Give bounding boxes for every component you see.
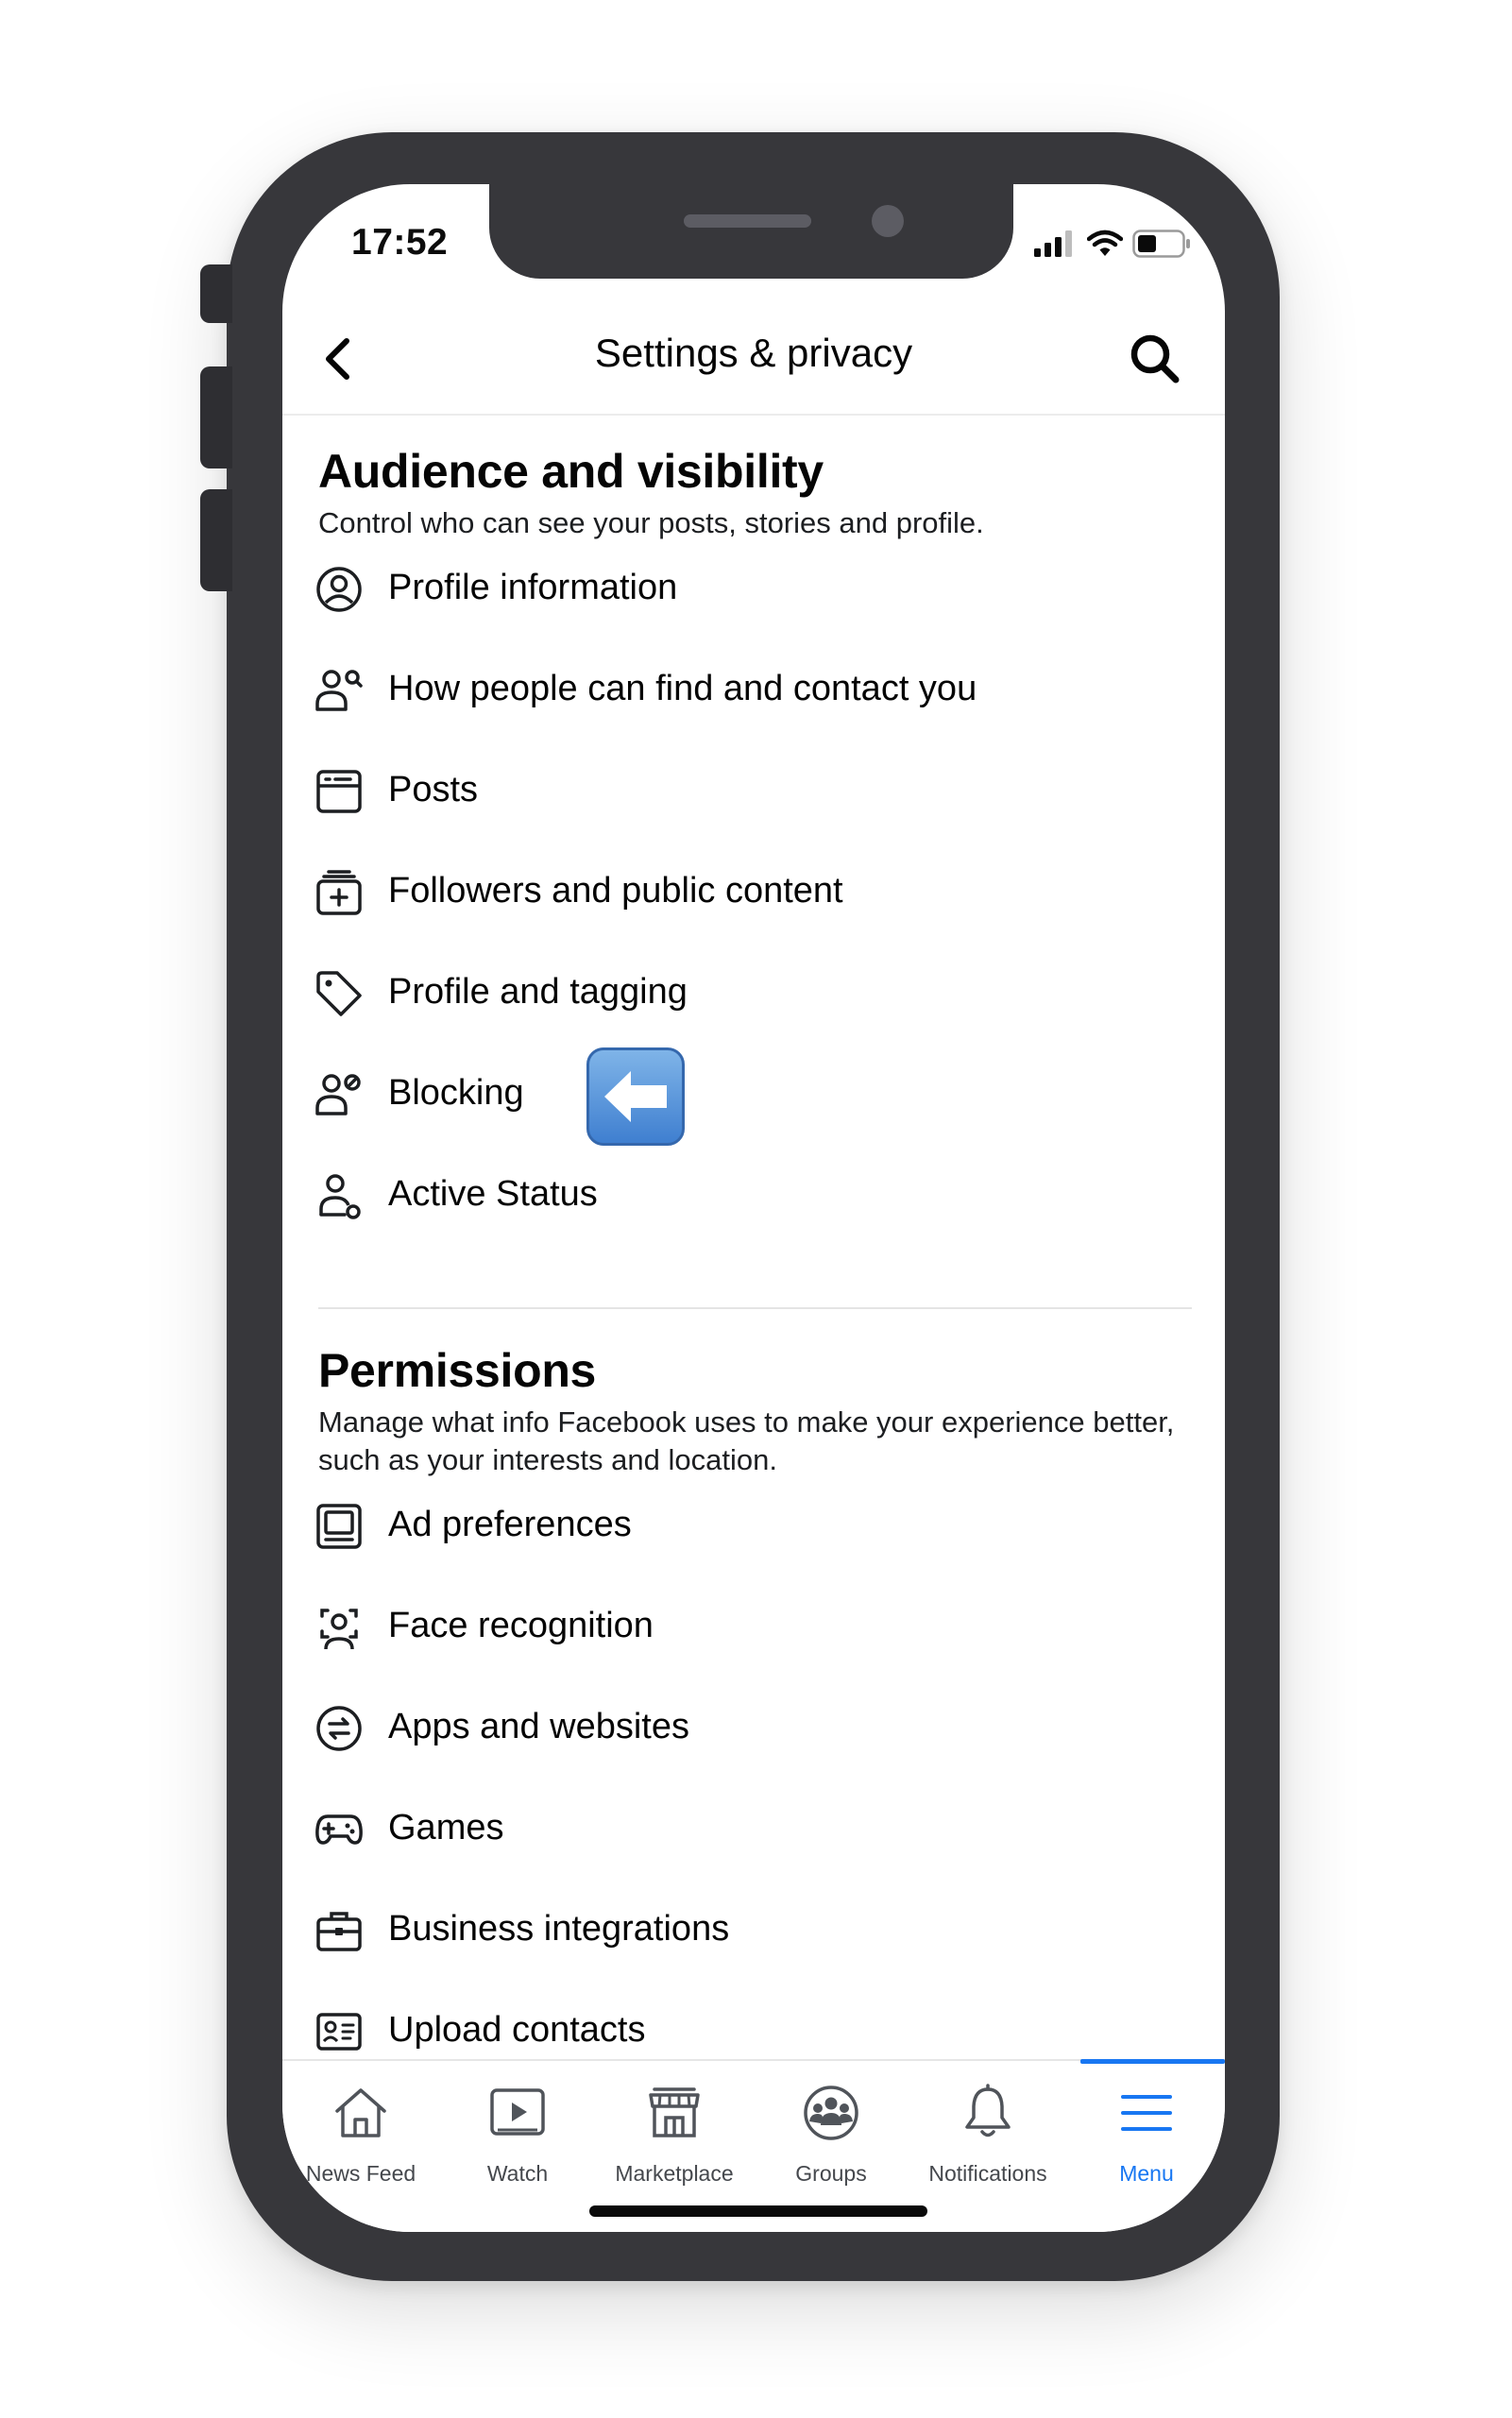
home-icon [330,2082,392,2144]
section-title-permissions: Permissions [318,1344,597,1397]
section-title-audience: Audience and visibility [318,445,824,498]
notch [489,184,1013,279]
menu-icon [1115,2082,1178,2144]
active-status-icon [314,1171,364,1220]
tab-label: Notifications [928,2161,1047,2186]
settings-item-label: Blocking [388,1073,524,1113]
search-icon [1130,333,1181,384]
left-arrow-emoji-icon [586,1047,685,1146]
tab-label: Menu [1119,2161,1174,2186]
settings-item-label: Followers and public content [388,871,843,911]
section-description-permissions: Manage what info Facebook uses to make your experience better, such as your interests and location. [318,1405,1175,1476]
speaker [684,214,811,228]
gamepad-icon [314,1805,364,1854]
settings-item-label: Apps and websites [388,1707,689,1746]
volume-down-button [200,489,232,591]
page-title: Settings & privacy [594,331,913,375]
profile-circle-icon [314,565,364,614]
settings-item-profile-information[interactable] [282,538,1225,639]
settings-item-business-integrations[interactable] [282,1880,1225,1980]
briefcase-icon [314,1906,364,1955]
battery-icon [1132,230,1191,258]
marketplace-icon [643,2082,705,2144]
tab-label: Marketplace [615,2161,734,2186]
apps-websites-icon [314,1704,364,1753]
settings-item-find-contact[interactable] [282,639,1225,740]
status-time: 17:52 [351,222,449,263]
front-camera [872,205,904,237]
settings-item-label: Posts [388,770,479,809]
settings-item-label: Active Status [388,1174,598,1214]
posts-icon [314,767,364,816]
contact-card-icon [314,2007,364,2056]
signal-icon [1034,230,1078,257]
tab-label: Watch [486,2161,549,2186]
mute-switch [200,264,232,323]
settings-item-label: Face recognition [388,1606,654,1645]
bell-icon [957,2082,1019,2144]
settings-item-label: Profile information [388,568,678,607]
ad-preferences-icon [314,1502,364,1551]
groups-icon [800,2082,862,2144]
settings-item-profile-tagging[interactable] [282,943,1225,1043]
section-divider [318,1307,1192,1309]
phone-frame [227,132,1280,2281]
settings-item-ad-preferences[interactable] [282,1475,1225,1575]
tab-groups[interactable] [753,2061,909,2203]
tab-notifications[interactable] [909,2061,1066,2203]
tab-menu[interactable] [1068,2061,1225,2203]
volume-up-button [200,366,232,468]
person-block-icon [314,1070,364,1119]
settings-item-blocking[interactable] [282,1044,1225,1144]
settings-item-label: Games [388,1808,504,1848]
tab-label: Groups [795,2161,867,2186]
wifi-icon [1087,230,1123,258]
settings-list [282,416,1225,2232]
settings-item-apps-websites[interactable] [282,1677,1225,1778]
tab-label: News Feed [305,2161,416,2186]
tab-marketplace[interactable] [596,2061,753,2203]
followers-icon [314,868,364,917]
settings-item-label: Upload contacts [388,2010,646,2050]
settings-item-label: Business integrations [388,1909,730,1949]
watch-icon [486,2082,549,2144]
section-description-audience: Control who can see your posts, stories and profile. [318,506,984,539]
settings-item-posts[interactable] [282,741,1225,841]
tag-icon [314,969,364,1018]
settings-item-games[interactable] [282,1779,1225,1879]
tab-news-feed[interactable] [282,2061,439,2203]
tab-watch[interactable] [439,2061,596,2203]
settings-item-label: Ad preferences [388,1505,632,1544]
face-recognition-icon [314,1603,364,1652]
status-icons [1034,230,1191,258]
header [282,302,1225,416]
settings-item-active-status[interactable] [282,1145,1225,1245]
search-button[interactable] [1127,331,1183,387]
person-search-icon [314,666,364,715]
settings-item-label: How people can find and contact you [388,669,977,708]
phone-screen [282,184,1225,2232]
home-indicator[interactable] [589,2205,927,2217]
settings-item-followers[interactable] [282,842,1225,942]
settings-item-face-recognition[interactable] [282,1576,1225,1677]
settings-item-label: Profile and tagging [388,972,688,1012]
